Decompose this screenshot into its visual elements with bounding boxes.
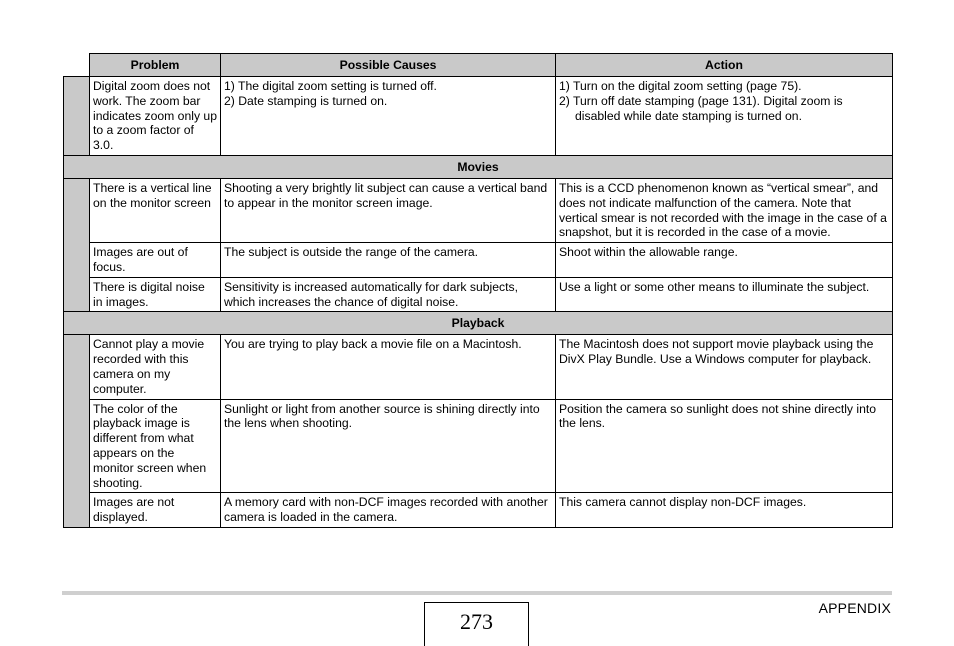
table-row — [64, 399, 893, 493]
section-header-playback — [64, 312, 893, 335]
list-item: 1) Turn on the digital zoom setting (page 75). — [559, 79, 802, 93]
action-cell: This is a CCD phenomenon known as “vertical smear”, and does not indicate malfunction of the camera. Note that vertical smear is not recorded with the image in the case of a snapshot, but it is recorded in the case of a movie. — [556, 178, 893, 242]
section-sidebar — [64, 335, 90, 528]
causes-cell: A memory card with non-DCF images recorded with another camera is loaded in the camera. — [221, 493, 556, 528]
list-item: 2) Date stamping is turned on. — [224, 93, 388, 108]
problem-cell: Digital zoom does not work. The zoom bar indicates zoom only up to a zoom factor of 3.0. — [90, 77, 221, 156]
table-row — [64, 77, 893, 156]
problem-cell: Cannot play a movie recorded with this camera on my computer. — [90, 335, 221, 399]
section-header-movies — [64, 155, 893, 178]
troubleshooting-table — [63, 53, 893, 528]
action-list — [559, 79, 889, 123]
table-row — [64, 243, 893, 278]
action-cell: Position the camera so sunlight does not shine directly into the lens. — [556, 399, 893, 493]
header-causes: Possible Causes — [221, 54, 556, 77]
causes-cell: The subject is outside the range of the camera. — [221, 243, 556, 278]
causes-cell: Sunlight or light from another source is shining directly into the lens when shooting. — [221, 399, 556, 493]
action-cell: Shoot within the allowable range. — [556, 243, 893, 278]
causes-cell: Shooting a very brightly lit subject can cause a vertical band to appear in the monitor screen image. — [221, 178, 556, 242]
causes-cell — [221, 77, 556, 156]
table-row — [64, 277, 893, 312]
section-sidebar — [64, 178, 90, 311]
problem-cell: The color of the playback image is different from what appears on the monitor screen when shooting. — [90, 399, 221, 493]
causes-cell: You are trying to play back a movie file on a Macintosh. — [221, 335, 556, 399]
list-item: 1) The digital zoom setting is turned off. — [224, 79, 437, 93]
table-header-row — [64, 54, 893, 77]
causes-cell: Sensitivity is increased automatically for dark subjects, which increases the chance of digital noise. — [221, 277, 556, 312]
problem-cell: Images are out of focus. — [90, 243, 221, 278]
table-row — [64, 335, 893, 399]
section-title: Playback — [64, 312, 893, 335]
section-title: Movies — [64, 155, 893, 178]
list-item: 2) Turn off date stamping (page 131). Digital zoom is disabled while date stamping is turned on. — [559, 93, 843, 123]
header-action: Action — [556, 54, 893, 77]
problem-cell: There is digital noise in images. — [90, 277, 221, 312]
page-number: 273 — [424, 602, 529, 646]
action-cell — [556, 77, 893, 156]
section-label: APPENDIX — [818, 600, 891, 616]
action-cell: Use a light or some other means to illuminate the subject. — [556, 277, 893, 312]
causes-list — [224, 79, 552, 109]
problem-cell: Images are not displayed. — [90, 493, 221, 528]
footer-divider — [62, 591, 892, 595]
header-corner — [64, 54, 90, 77]
action-cell: The Macintosh does not support movie playback using the DivX Play Bundle. Use a Windows computer for playback. — [556, 335, 893, 399]
problem-cell: There is a vertical line on the monitor screen — [90, 178, 221, 242]
section-sidebar — [64, 77, 90, 156]
table-row — [64, 493, 893, 528]
table-row — [64, 178, 893, 242]
action-cell: This camera cannot display non-DCF images. — [556, 493, 893, 528]
header-problem: Problem — [90, 54, 221, 77]
